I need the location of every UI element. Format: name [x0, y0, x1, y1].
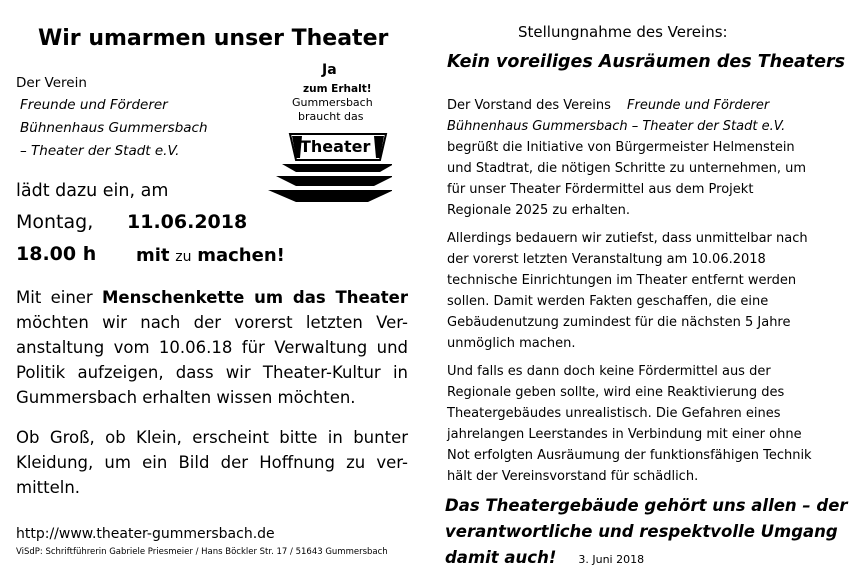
- paragraph-line: [16, 385, 408, 410]
- line-text: Politik aufzeigen, dass wir Theater-Kultur in: [16, 363, 408, 382]
- paragraph-line: hält der Vereinsvorstand für schädlich.: [447, 469, 699, 484]
- menschenkette-paragraph: [16, 285, 408, 410]
- paragraph-line: [16, 285, 408, 310]
- p1-intro: Der Vorstand des Vereins: [447, 98, 611, 113]
- event-date: 11.06.2018: [127, 211, 248, 233]
- invite-text: lädt dazu ein, am: [16, 181, 169, 201]
- paragraph-line: Allerdings bedauern wir zutiefst, dass unmittelbar nach: [447, 231, 808, 246]
- paragraph-line: Und falls es dann doch keine Fördermittel aus der: [447, 364, 771, 379]
- paragraph-line: Not erfolgten Ausräumung der funktionsfähigen Technik: [447, 448, 812, 463]
- visdp-imprint: ViSdP: Schriftführerin Gabriele Priesmeier / Hans Böckler Str. 17 / 51643 Gummersbach: [16, 547, 388, 557]
- paragraph-line: [16, 360, 408, 385]
- p1-verein-name: Freunde und Förderer: [627, 98, 770, 113]
- closing-line: verantwortliche und respektvolle Umgang: [445, 522, 838, 541]
- closing-statement: [445, 493, 848, 573]
- machen-word: machen!: [197, 245, 285, 266]
- mit-word: mit: [136, 245, 170, 266]
- paragraph-line: [16, 335, 408, 360]
- paragraph-line: Gebäudenutzung zumindest für die nächsten 5 Jahre: [447, 315, 791, 330]
- verein-label: Der Verein: [16, 75, 87, 91]
- statement-heading: Stellungnahme des Vereins:: [518, 23, 728, 41]
- statement-paragraph-1: [447, 95, 806, 221]
- paragraph-line: Regionale geben sollte, wird eine Reaktivierung des: [447, 385, 785, 400]
- paragraph-line: sollen. Damit werden Fakten geschaffen, die eine: [447, 294, 769, 309]
- paragraph-line: Theatergebäudes unrealistisch. Die Gefahren eines: [447, 406, 781, 421]
- mitmachen-text: [136, 245, 285, 266]
- statement-date: 3. Juni 2018: [578, 553, 645, 566]
- paragraph-line: und Stadtrat, die nötigen Schritte zu unternehmen, um: [447, 161, 807, 176]
- paragraph-line: [16, 310, 408, 335]
- paragraph-line: begrüßt die Initiative von Bürgermeister Helmenstein: [447, 140, 795, 155]
- closing-line: Das Theatergebäude gehört uns allen – der: [445, 496, 848, 515]
- line-text: Gummersbach erhalten wissen möchten.: [16, 388, 356, 407]
- paragraph-line: Ob Groß, ob Klein, erscheint bitte in bunter: [16, 428, 408, 447]
- paragraph-line: jahrelangen Leerstandes in Verbindung mit einer ohne: [447, 427, 802, 442]
- verein-name-line-3: – Theater der Stadt e.V.: [20, 143, 180, 159]
- paragraph-line: der vorerst letzten Veranstaltung am 10.06.2018: [447, 252, 766, 267]
- closing-line: damit auch! 3. Juni 2018: [445, 548, 645, 567]
- event-day: Montag,: [16, 211, 94, 233]
- verein-name-line-1: Freunde und Förderer: [20, 97, 168, 113]
- menschenkette-emphasis: Menschenkette um das Theater: [102, 288, 408, 307]
- logo-theater-word: Theater: [300, 137, 371, 156]
- event-time: 18.00 h: [16, 243, 97, 265]
- logo-gummersbach: Gummersbach: [292, 96, 373, 109]
- statement-subheading: Kein voreiliges Ausräumen des Theaters: [447, 52, 846, 72]
- logo-braucht-das: braucht das: [298, 110, 364, 123]
- website-url: http://www.theater-gummersbach.de: [16, 526, 275, 542]
- flyer-title: Wir umarmen unser Theater: [38, 26, 389, 51]
- logo-zum-erhalt: zum Erhalt!: [303, 83, 372, 95]
- logo-ja: Ja: [322, 62, 337, 78]
- paragraph-line: unmöglich machen.: [447, 336, 576, 351]
- statement-paragraph-3: [447, 361, 812, 487]
- paragraph-line: Regionale 2025 zu erhalten.: [447, 203, 631, 218]
- paragraph-line: Kleidung, um ein Bild der Hoffnung zu ver-: [16, 453, 408, 472]
- verein-name-line-2: Bühnenhaus Gummersbach: [20, 120, 208, 136]
- paragraph-line: für unser Theater Fördermittel aus dem Projekt: [447, 182, 754, 197]
- paragraph-line: technische Einrichtungen im Theater entfernt werden: [447, 273, 797, 288]
- zu-word: zu: [175, 249, 192, 265]
- statement-paragraph-2: [447, 228, 808, 354]
- line-text: möchten wir nach der vorerst letzten Ver-: [16, 313, 408, 332]
- kleidung-paragraph: [16, 425, 408, 500]
- paragraph-line: Bühnenhaus Gummersbach – Theater der Stadt e.V.: [447, 119, 786, 134]
- paragraph-line: mitteln.: [16, 478, 81, 497]
- line-text: Mit einer: [16, 288, 103, 307]
- theater-logo: [262, 62, 392, 212]
- line-text: anstaltung vom 10.06.18 für Verwaltung und: [16, 338, 408, 357]
